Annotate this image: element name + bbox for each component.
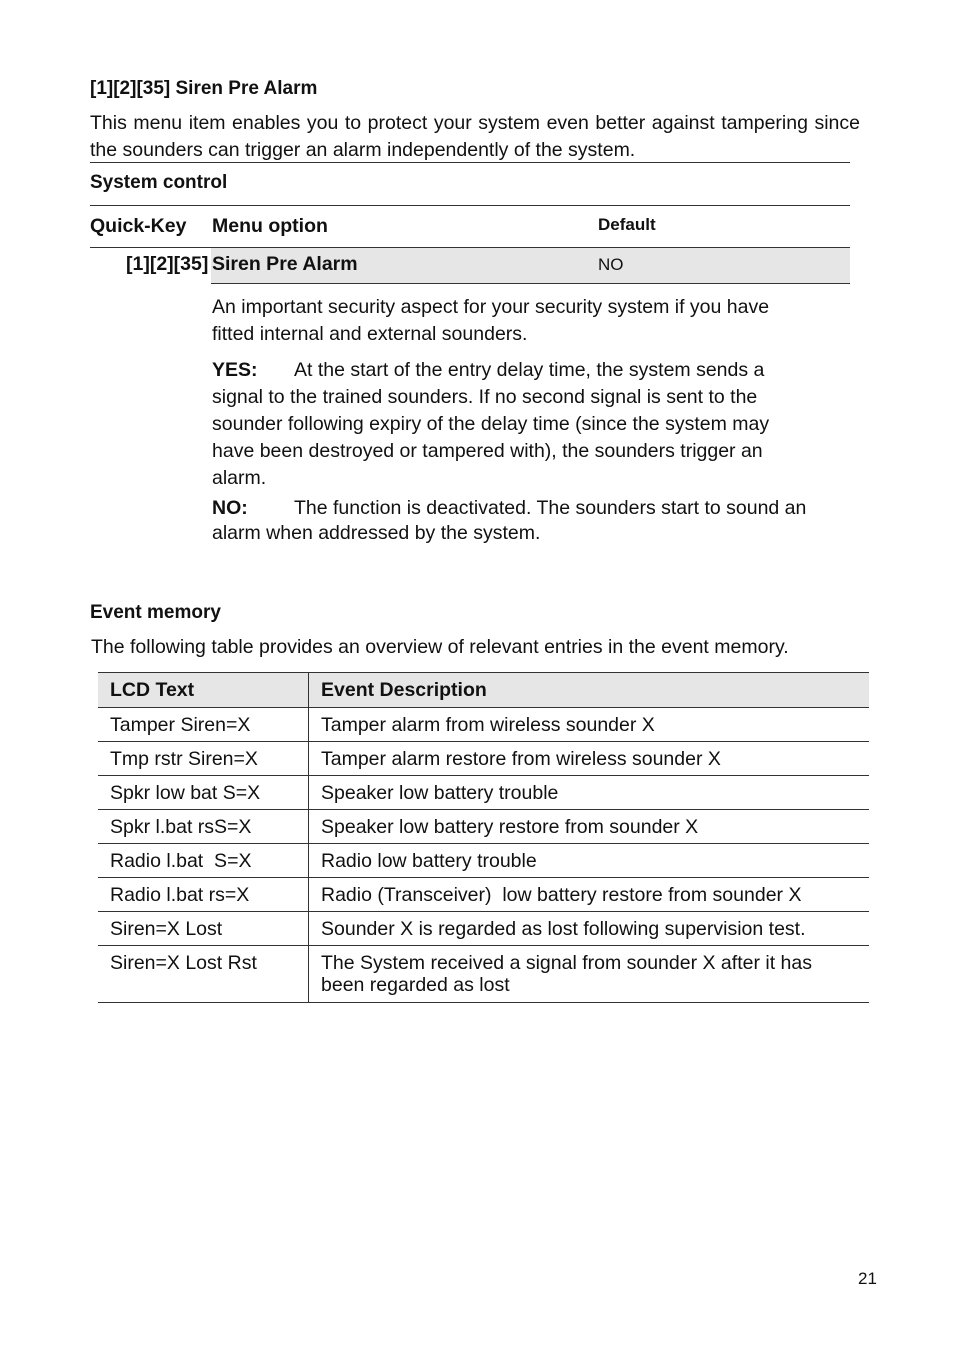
column-header-lcd-text: LCD Text — [98, 673, 309, 708]
table-row — [98, 946, 869, 1003]
lcd-text-cell: Spkr low bat S=X — [98, 776, 309, 810]
divider — [90, 162, 850, 163]
table-row — [98, 708, 869, 742]
system-control-heading: System control — [90, 172, 228, 193]
page-number: 21 — [858, 1269, 877, 1288]
event-description-cell: The System received a signal from sounder X after it has been regarded as lost — [309, 946, 870, 1003]
event-table — [98, 672, 869, 1003]
event-memory-heading: Event memory — [90, 602, 221, 623]
section-title: [1][2][35] Siren Pre Alarm — [90, 78, 318, 99]
row-menu-option: Siren Pre Alarm — [212, 253, 358, 275]
event-description-cell: Tamper alarm restore from wireless sounder X — [309, 742, 870, 776]
row-bottom-rule — [211, 283, 850, 284]
event-memory-intro: The following table provides an overview of relevant entries in the event memory. — [91, 636, 789, 658]
event-description-cell: Sounder X is regarded as lost following supervision test. — [309, 912, 870, 946]
section-intro: This menu item enables you to protect your system even better against tampering since the sounders can trigger an alarm independently of the system. — [90, 112, 860, 161]
row-default-value: NO — [598, 255, 624, 274]
lcd-text-cell: Siren=X Lost — [98, 912, 309, 946]
option-no-key: NO: — [212, 497, 248, 519]
column-header-quick-key: Quick-Key — [90, 215, 187, 237]
table-top-rule — [90, 205, 850, 206]
option-yes-text: At the start of the entry delay time, the system sends a signal to the trained sounders. If no second signal is sent to the sounder following expiry of the delay time (since the system may have been destroyed or tampered with), the sounders trigger an alarm. — [212, 359, 770, 489]
table-row — [98, 844, 869, 878]
event-description-cell: Speaker low battery trouble — [309, 776, 870, 810]
option-yes-key: YES: — [212, 359, 258, 381]
option-yes — [212, 357, 812, 492]
table-row — [98, 742, 869, 776]
event-description-cell: Speaker low battery restore from sounder X — [309, 810, 870, 844]
lcd-text-cell: Siren=X Lost Rst — [98, 946, 309, 1003]
table-header-row — [98, 673, 869, 708]
lcd-text-cell: Radio l.bat S=X — [98, 844, 309, 878]
table-row — [98, 878, 869, 912]
table-row — [98, 776, 869, 810]
menu-description: An important security aspect for your security system if you have fitted internal and external sounders. — [212, 296, 770, 345]
lcd-text-cell: Radio l.bat rs=X — [98, 878, 309, 912]
lcd-text-cell: Spkr l.bat rsS=X — [98, 810, 309, 844]
option-no — [212, 496, 837, 546]
event-description-cell: Radio low battery trouble — [309, 844, 870, 878]
option-no-text: The function is deactivated. The sounders start to sound an alarm when addressed by the system. — [212, 497, 807, 544]
lcd-text-cell: Tamper Siren=X — [98, 708, 309, 742]
row-quick-key: [1][2][35] — [126, 253, 209, 275]
event-description-cell: Radio (Transceiver) low battery restore from sounder X — [309, 878, 870, 912]
lcd-text-cell: Tmp rstr Siren=X — [98, 742, 309, 776]
column-header-menu-option: Menu option — [212, 215, 328, 237]
table-row — [98, 810, 869, 844]
event-description-cell: Tamper alarm from wireless sounder X — [309, 708, 870, 742]
column-header-default: Default — [598, 215, 656, 234]
column-header-event-description: Event Description — [309, 673, 870, 708]
table-row — [98, 912, 869, 946]
